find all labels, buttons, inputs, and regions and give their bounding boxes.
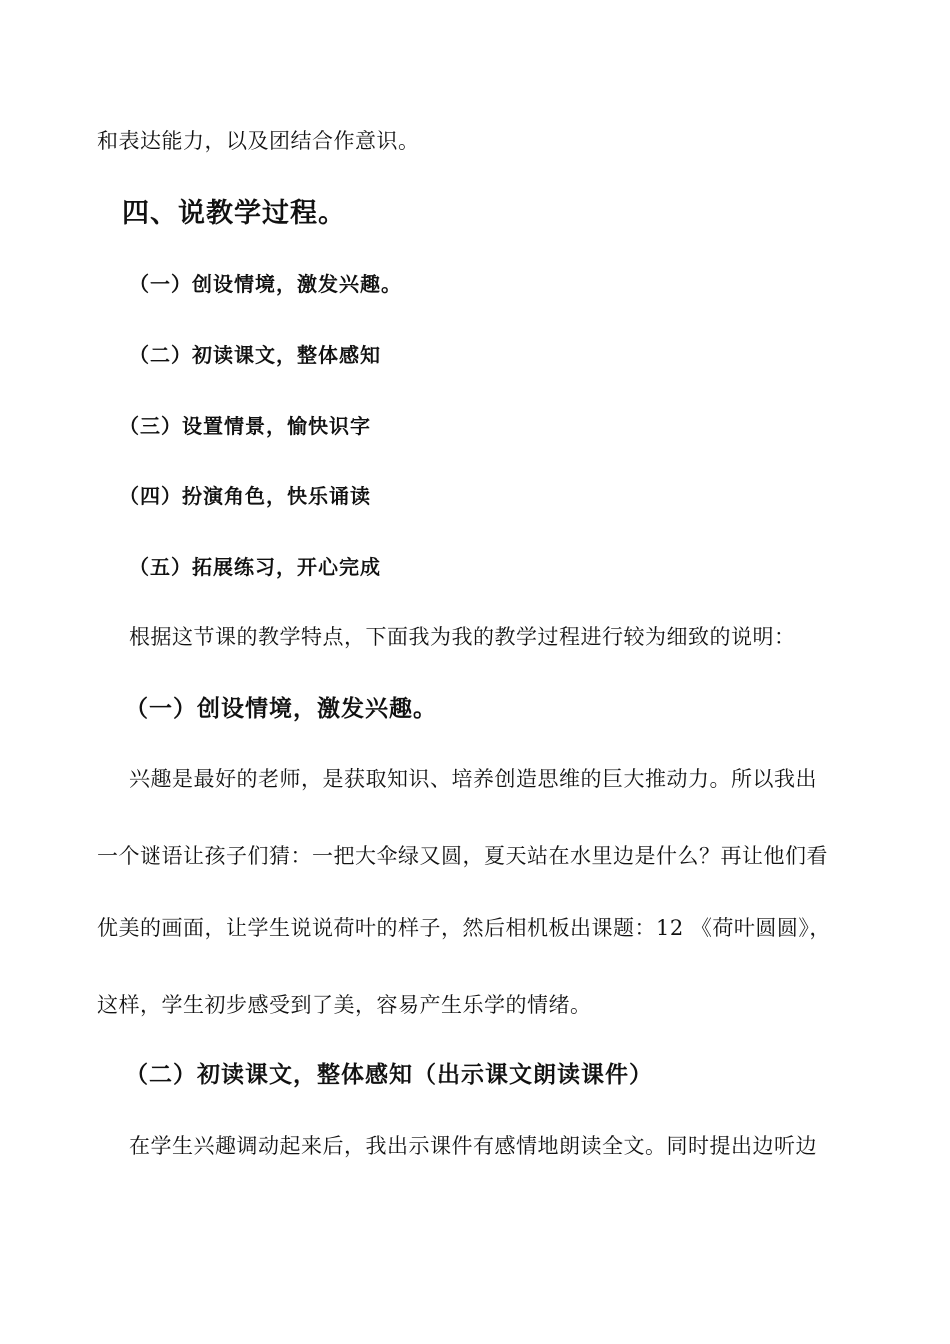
step1-paragraph-line-2: 一个谜语让孩子们猜：一把大伞绿又圆，夏天站在水里边是什么？再让他们看 [97, 844, 828, 868]
step2-paragraph-line-1: 在学生兴趣调动起来后，我出示课件有感情地朗读全文。同时提出边听边 [129, 1134, 817, 1158]
step2-heading: （二）初读课文，整体感知（出示课文朗读课件） [125, 1061, 653, 1088]
continuation-text: 和表达能力，以及团结合作意识。 [97, 129, 420, 153]
step1-paragraph-line-1: 兴趣是最好的老师，是获取知识、培养创造思维的巨大推动力。所以我出 [129, 767, 817, 791]
step1-paragraph-line-4: 这样，学生初步感受到了美，容易产生乐学的情绪。 [97, 993, 592, 1017]
outline-item-2: （二）初读课文，整体感知 [129, 343, 381, 367]
intro-paragraph: 根据这节课的教学特点，下面我为我的教学过程进行较为细致的说明： [129, 625, 796, 649]
step1-paragraph-line-3: 优美的画面，让学生说说荷叶的样子，然后相机板出课题：12 《荷叶圆圆》， [97, 916, 831, 940]
outline-item-5: （五）拓展练习，开心完成 [129, 555, 381, 579]
outline-item-4: （四）扮演角色，快乐诵读 [119, 484, 371, 508]
outline-item-3: （三）设置情景，愉快识字 [119, 414, 371, 438]
step1-heading: （一）创设情境，激发兴趣。 [125, 695, 437, 722]
outline-item-1: （一）创设情境，激发兴趣。 [129, 272, 402, 296]
section-title: 四、说教学过程。 [122, 198, 346, 229]
